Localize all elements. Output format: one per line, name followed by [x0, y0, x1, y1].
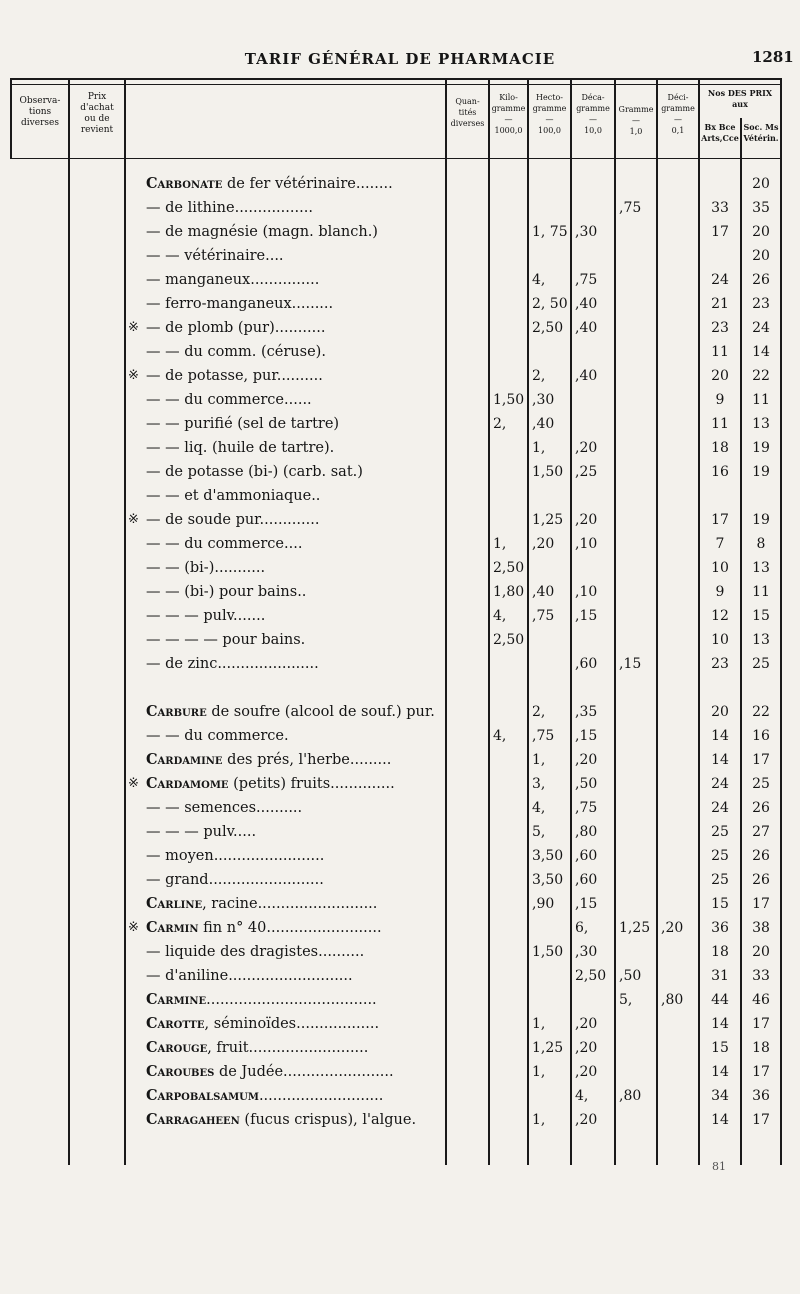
price-soc: 19 — [752, 512, 770, 528]
item-label — [146, 919, 442, 937]
item-name: Carouge — [146, 1039, 208, 1056]
page-title: TARIF GÉNÉRAL DE PHARMACIE — [244, 50, 556, 68]
item-label — [146, 319, 442, 337]
price-deca: ,25 — [575, 464, 598, 480]
price-soc: 38 — [752, 920, 770, 936]
price-arts: 25 — [711, 848, 729, 864]
item-description: de fer vétérinaire........ — [222, 176, 393, 192]
price-soc: 26 — [752, 800, 770, 816]
price-arts: 23 — [711, 656, 729, 672]
item-description: , fruit.......................... — [207, 1040, 369, 1056]
price-arts: 14 — [711, 752, 729, 768]
item-label — [146, 583, 442, 601]
price-soc: 22 — [752, 704, 770, 720]
price-deca: ,20 — [575, 1016, 598, 1032]
item-label — [146, 607, 442, 625]
item-name: Carmine — [146, 991, 207, 1008]
price-deca: ,20 — [575, 1040, 598, 1056]
price-arts: 16 — [711, 464, 729, 480]
price-soc: 17 — [752, 1016, 770, 1032]
price-deca: ,80 — [575, 824, 598, 840]
price-soc: 35 — [752, 200, 770, 216]
price-kilo: 1,80 — [493, 584, 525, 600]
page-number: 1281 — [752, 48, 794, 66]
item-name: Cardamome — [146, 775, 229, 792]
header-decagramme: Déca- gramme — 10,0 — [576, 93, 610, 135]
price-hecto: ,40 — [532, 416, 555, 432]
price-soc: 11 — [752, 392, 770, 408]
item-description: — — semences.......... — [146, 800, 303, 816]
price-hecto: 1,50 — [532, 944, 564, 960]
item-label — [146, 271, 442, 289]
asterism-mark: ※ — [128, 320, 139, 335]
price-kilo: 2,50 — [493, 632, 525, 648]
price-hecto: 1, 75 — [532, 224, 568, 240]
price-soc: 13 — [752, 416, 770, 432]
price-arts: 24 — [711, 272, 729, 288]
price-soc: 19 — [752, 464, 770, 480]
item-label — [146, 295, 442, 313]
asterism-mark: ※ — [128, 776, 139, 791]
item-label — [146, 487, 442, 505]
item-description: — grand......................... — [146, 872, 324, 888]
price-soc: 24 — [752, 320, 770, 336]
header-observations: Observa- tions diverses — [19, 96, 61, 128]
price-soc: 16 — [752, 728, 770, 744]
price-arts: 24 — [711, 776, 729, 792]
price-deca: ,40 — [575, 368, 598, 384]
item-label — [146, 871, 442, 889]
item-description: (fucus crispus), l'algue. — [239, 1112, 417, 1128]
price-hecto: 1, — [532, 1112, 546, 1128]
price-soc: 23 — [752, 296, 770, 312]
item-name: Cardamine — [146, 751, 223, 768]
price-arts: 14 — [711, 728, 729, 744]
price-deca: ,50 — [575, 776, 598, 792]
item-label — [146, 175, 442, 193]
item-label — [146, 367, 442, 385]
price-hecto: 2, — [532, 368, 546, 384]
price-kilo: 2, — [493, 416, 507, 432]
col-divider — [68, 80, 70, 1165]
price-soc: 20 — [752, 944, 770, 960]
item-label — [146, 535, 442, 553]
price-soc: 20 — [752, 176, 770, 192]
item-description: , séminoïdes.................. — [204, 1016, 380, 1032]
price-gramme: 1,25 — [619, 920, 651, 936]
item-label — [146, 415, 442, 433]
price-soc: 15 — [752, 608, 770, 624]
item-description: (petits) fruits.............. — [228, 776, 395, 792]
col-divider — [780, 80, 782, 1165]
price-arts: 14 — [711, 1112, 729, 1128]
price-soc: 26 — [752, 872, 770, 888]
item-name: Caroubes — [146, 1063, 215, 1080]
item-description: — — — pulv..... — [146, 824, 257, 840]
price-hecto: 2, — [532, 704, 546, 720]
price-soc: 18 — [752, 1040, 770, 1056]
price-deca: ,75 — [575, 272, 598, 288]
item-label — [146, 247, 442, 265]
item-label — [146, 823, 442, 841]
item-description: — de magnésie (magn. blanch.) — [146, 224, 378, 240]
item-description: — manganeux............... — [146, 272, 320, 288]
item-description: — — (bi-) pour bains.. — [146, 584, 307, 600]
item-description: — — vétérinaire.... — [146, 248, 284, 264]
price-deca: ,30 — [575, 224, 598, 240]
price-arts: 11 — [711, 344, 729, 360]
price-arts: 18 — [711, 440, 729, 456]
price-gramme: ,15 — [619, 656, 642, 672]
price-arts: 18 — [711, 944, 729, 960]
price-arts: 7 — [715, 536, 725, 552]
item-description: des prés, l'herbe......... — [222, 752, 392, 768]
price-gramme: ,80 — [619, 1088, 642, 1104]
item-label — [146, 1015, 442, 1033]
price-soc: 20 — [752, 248, 770, 264]
item-label — [146, 1063, 442, 1081]
price-hecto: 1,50 — [532, 464, 564, 480]
item-description: — de potasse (bi-) (carb. sat.) — [146, 464, 363, 480]
price-gramme: ,75 — [619, 200, 642, 216]
price-soc: 13 — [752, 560, 770, 576]
item-description: , racine.......................... — [202, 896, 378, 912]
price-hecto: ,30 — [532, 392, 555, 408]
price-soc: 14 — [752, 344, 770, 360]
price-soc: 17 — [752, 1064, 770, 1080]
price-hecto: 4, — [532, 272, 546, 288]
price-soc: 26 — [752, 272, 770, 288]
col-divider — [445, 80, 447, 1165]
header-hectogramme: Hecto- gramme — 100,0 — [532, 93, 567, 135]
price-kilo: 4, — [493, 608, 507, 624]
price-deca: ,75 — [575, 800, 598, 816]
item-label — [146, 1039, 442, 1057]
header-kilogramme: Kilo- gramme — 1000,0 — [491, 93, 526, 135]
header-arts-commerce: Bx Bce Arts,Cce — [701, 122, 739, 143]
price-deca: 6, — [575, 920, 589, 936]
item-name: Carbure — [146, 703, 207, 720]
item-label — [146, 967, 442, 985]
item-label — [146, 559, 442, 577]
price-hecto: ,40 — [532, 584, 555, 600]
price-arts: 12 — [711, 608, 729, 624]
price-hecto: 1,25 — [532, 512, 564, 528]
item-label — [146, 439, 442, 457]
price-soc: 13 — [752, 632, 770, 648]
price-arts: 20 — [711, 704, 729, 720]
price-gramme: ,50 — [619, 968, 642, 984]
price-arts: 17 — [711, 512, 729, 528]
price-soc: 8 — [756, 536, 766, 552]
price-soc: 17 — [752, 1112, 770, 1128]
col-divider — [124, 80, 126, 1165]
item-label — [146, 343, 442, 361]
item-description: — ferro-manganeux......... — [146, 296, 334, 312]
price-deca: ,30 — [575, 944, 598, 960]
asterism-mark: ※ — [128, 512, 139, 527]
header-gramme: Gramme — 1,0 — [618, 105, 654, 136]
price-hecto: ,75 — [532, 608, 555, 624]
price-deca: ,10 — [575, 584, 598, 600]
item-label — [146, 751, 442, 769]
item-name: Carbonate — [146, 175, 223, 192]
price-hecto: 1, — [532, 1064, 546, 1080]
price-soc: 17 — [752, 752, 770, 768]
price-arts: 31 — [711, 968, 729, 984]
item-description: — — purifié (sel de tartre) — [146, 416, 340, 432]
item-label — [146, 511, 442, 529]
price-hecto: ,20 — [532, 536, 555, 552]
item-description: — — du comm. (céruse). — [146, 344, 326, 360]
item-description: ..................................... — [206, 992, 377, 1008]
item-description: — de plomb (pur)........... — [146, 320, 326, 336]
price-soc: 27 — [752, 824, 770, 840]
item-description: — — liq. (huile de tartre). — [146, 440, 335, 456]
price-arts: 24 — [711, 800, 729, 816]
price-arts: 10 — [711, 632, 729, 648]
price-arts: 20 — [711, 368, 729, 384]
price-deca: ,20 — [575, 1064, 598, 1080]
item-label — [146, 631, 442, 649]
price-soc: 36 — [752, 1088, 770, 1104]
price-soc: 20 — [752, 224, 770, 240]
item-label — [146, 775, 442, 793]
price-arts: 25 — [711, 872, 729, 888]
price-arts: 36 — [711, 920, 729, 936]
price-arts: 14 — [711, 1064, 729, 1080]
price-hecto: 1, — [532, 1016, 546, 1032]
item-label — [146, 199, 442, 217]
item-label — [146, 895, 442, 913]
price-hecto: 1, — [532, 752, 546, 768]
item-label — [146, 391, 442, 409]
item-label — [146, 223, 442, 241]
item-description: — — — — pour bains. — [146, 632, 306, 648]
item-description: — d'aniline........................... — [146, 968, 353, 984]
price-hecto: 1, — [532, 440, 546, 456]
price-arts: 34 — [711, 1088, 729, 1104]
price-arts: 11 — [711, 416, 729, 432]
price-hecto: 4, — [532, 800, 546, 816]
header-prix-achat: Prix d'achat ou de revient — [80, 92, 114, 135]
price-arts: 17 — [711, 224, 729, 240]
item-description: — de lithine................. — [146, 200, 313, 216]
price-soc: 25 — [752, 776, 770, 792]
price-arts: 9 — [715, 392, 725, 408]
price-deca: ,15 — [575, 608, 598, 624]
item-description: de Judée........................ — [214, 1064, 394, 1080]
item-description: fin n° 40......................... — [198, 920, 382, 936]
price-deci: ,20 — [661, 920, 684, 936]
item-name: Carragaheen — [146, 1111, 240, 1128]
item-label — [146, 703, 442, 721]
header-nos-des-prix: Nos DES PRIX aux — [707, 88, 773, 109]
price-deca: ,35 — [575, 704, 598, 720]
price-deca: ,20 — [575, 512, 598, 528]
price-kilo: 2,50 — [493, 560, 525, 576]
item-description: — de zinc...................... — [146, 656, 319, 672]
price-soc: 25 — [752, 656, 770, 672]
asterism-mark: ※ — [128, 368, 139, 383]
price-hecto: 5, — [532, 824, 546, 840]
item-name: Carline — [146, 895, 203, 912]
price-deca: ,60 — [575, 872, 598, 888]
price-soc: 33 — [752, 968, 770, 984]
price-arts: 15 — [711, 1040, 729, 1056]
price-gramme: 5, — [619, 992, 633, 1008]
item-label — [146, 655, 442, 673]
price-soc: 17 — [752, 896, 770, 912]
price-hecto: 2,50 — [532, 320, 564, 336]
price-deca: ,20 — [575, 440, 598, 456]
price-kilo: 1, — [493, 536, 507, 552]
price-deca: ,60 — [575, 848, 598, 864]
item-description: — moyen........................ — [146, 848, 325, 864]
price-arts: 21 — [711, 296, 729, 312]
price-arts: 33 — [711, 200, 729, 216]
item-description: — liquide des dragistes.......... — [146, 944, 365, 960]
price-kilo: 1,50 — [493, 392, 525, 408]
item-label — [146, 727, 442, 745]
price-hecto: 3,50 — [532, 848, 564, 864]
price-deci: ,80 — [661, 992, 684, 1008]
price-kilo: 4, — [493, 728, 507, 744]
price-arts: 14 — [711, 1016, 729, 1032]
item-name: Carpobalsamum — [146, 1087, 259, 1104]
price-hecto: 3, — [532, 776, 546, 792]
item-label — [146, 799, 442, 817]
item-label — [146, 463, 442, 481]
price-deca: ,20 — [575, 1112, 598, 1128]
item-description: — de soude pur............. — [146, 512, 320, 528]
price-deca: ,10 — [575, 536, 598, 552]
price-hecto: ,90 — [532, 896, 555, 912]
price-deca: 2,50 — [575, 968, 607, 984]
price-deca: ,40 — [575, 296, 598, 312]
price-soc: 22 — [752, 368, 770, 384]
price-soc: 26 — [752, 848, 770, 864]
item-description: — — du commerce...... — [146, 392, 312, 408]
price-hecto: 1,25 — [532, 1040, 564, 1056]
page-footer: 81 — [712, 1160, 726, 1173]
item-name: Carotte — [146, 1015, 205, 1032]
price-arts: 9 — [715, 584, 725, 600]
price-arts: 44 — [711, 992, 729, 1008]
header-decigramme: Déci- gramme — 0,1 — [661, 93, 695, 135]
item-label — [146, 1111, 442, 1129]
asterism-mark: ※ — [128, 920, 139, 935]
item-description: — — — pulv....... — [146, 608, 266, 624]
price-deca: ,40 — [575, 320, 598, 336]
item-description: ........................... — [258, 1088, 384, 1104]
price-arts: 23 — [711, 320, 729, 336]
header-societe-veterinaire: Soc. Ms Vétérin. — [743, 122, 779, 143]
item-description: — — (bi-)........... — [146, 560, 266, 576]
item-description: — de potasse, pur.......... — [146, 368, 323, 384]
price-arts: 10 — [711, 560, 729, 576]
item-description: — — du commerce.... — [146, 536, 303, 552]
price-soc: 11 — [752, 584, 770, 600]
price-deca: ,20 — [575, 752, 598, 768]
price-hecto: 2, 50 — [532, 296, 568, 312]
item-description: de soufre (alcool de souf.) pur. — [206, 704, 435, 720]
price-deca: ,15 — [575, 728, 598, 744]
item-description: — — du commerce. — [146, 728, 289, 744]
price-arts: 15 — [711, 896, 729, 912]
price-hecto: ,75 — [532, 728, 555, 744]
item-label — [146, 847, 442, 865]
item-label — [146, 991, 442, 1009]
price-soc: 46 — [752, 992, 770, 1008]
item-label — [146, 1087, 442, 1105]
price-soc: 19 — [752, 440, 770, 456]
header-quantites: Quan- tités diverses — [450, 97, 485, 128]
price-deca: ,60 — [575, 656, 598, 672]
price-arts: 25 — [711, 824, 729, 840]
item-label — [146, 943, 442, 961]
item-name: Carmin — [146, 919, 199, 936]
item-description: — — et d'ammoniaque.. — [146, 488, 321, 504]
price-hecto: 3,50 — [532, 872, 564, 888]
price-deca: 4, — [575, 1088, 589, 1104]
price-deca: ,15 — [575, 896, 598, 912]
